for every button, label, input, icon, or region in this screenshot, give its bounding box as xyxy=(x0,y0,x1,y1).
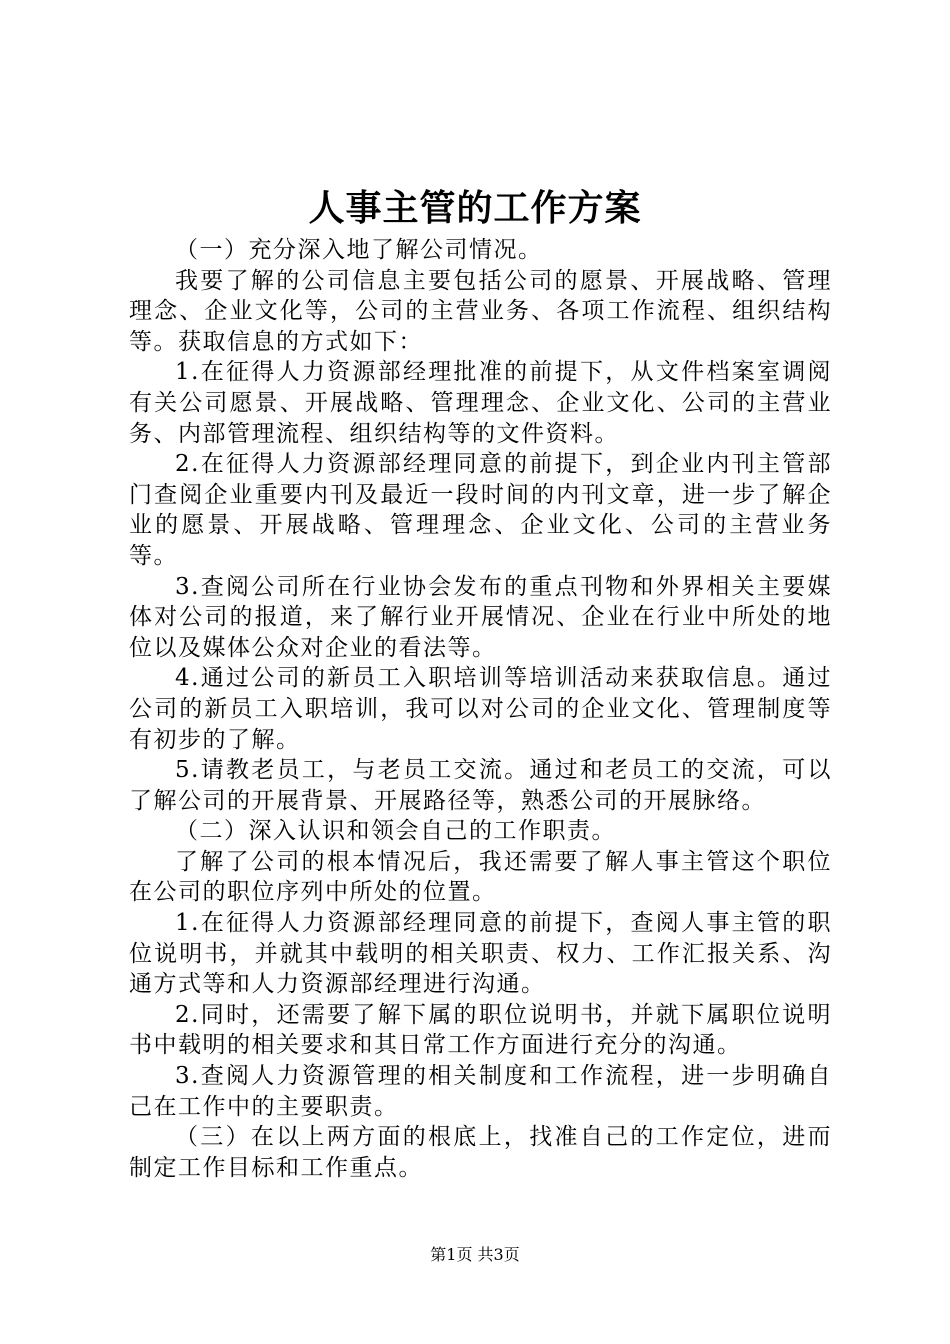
list-item-2: 2.在征得人力资源部经理同意的前提下，到企业内刊主管部门查阅企业重要内刊及最近一段时间的内刊文章，进一步了解企业的愿景、开展战略、管理理念、企业文化、公司的主营业务等。 xyxy=(129,451,832,569)
section-heading-3: （三）在以上两方面的根底上，找准自己的工作定位，进而制定工作目标和工作重点。 xyxy=(129,1124,832,1181)
section-heading-2: （二）深入认识和领会自己的工作职责。 xyxy=(175,818,616,845)
list-item-1: 1.在征得人力资源部经理同意的前提下，查阅人事主管的职位说明书，并就其中载明的相关职责、权力、工作汇报关系、沟通方式等和人力资源部经理进行沟通。 xyxy=(129,910,832,998)
list-item-1: 1.在征得人力资源部经理批准的前提下，从文件档案室调阅有关公司愿景、开展战略、管理理念、企业文化、公司的主营业务、内部管理流程、组织结构等的文件资料。 xyxy=(129,359,832,447)
list-item-3: 3.查阅公司所在行业协会发布的重点刊物和外界相关主要媒体对公司的报道，来了解行业开展情况、企业在行业中所处的地位以及媒体公众对企业的看法等。 xyxy=(129,573,832,661)
paragraph: 了解了公司的根本情况后，我还需要了解人事主管这个职位在公司的职位序列中所处的位置。 xyxy=(129,848,832,906)
paragraph: 我要了解的公司信息主要包括公司的愿景、开展战略、管理理念、企业文化等，公司的主营业务、各项工作流程、组织结构等。获取信息的方式如下： xyxy=(129,267,832,355)
document-body xyxy=(129,235,832,1183)
list-item-2: 2.同时，还需要了解下属的职位说明书，并就下属职位说明书中载明的相关要求和其日常工作方面进行充分的沟通。 xyxy=(129,1001,832,1059)
list-item-3: 3.查阅人力资源管理的相关制度和工作流程，进一步明确自己在工作中的主要职责。 xyxy=(129,1063,832,1120)
page-footer: 第1页 共3页 xyxy=(430,1245,520,1264)
list-item-5: 5.请教老员工，与老员工交流。通过和老员工的交流，可以了解公司的开展背景、开展路径等，熟悉公司的开展脉络。 xyxy=(129,757,832,814)
section-heading-1: （一）充分深入地了解公司情况。 xyxy=(175,237,543,263)
document-title: 人事主管的工作方案 xyxy=(308,187,642,229)
list-item-4: 4.通过公司的新员工入职培训等培训活动来获取信息。通过公司的新员工入职培训，我可以对公司的企业文化、管理制度等有初步的了解。 xyxy=(129,665,832,753)
